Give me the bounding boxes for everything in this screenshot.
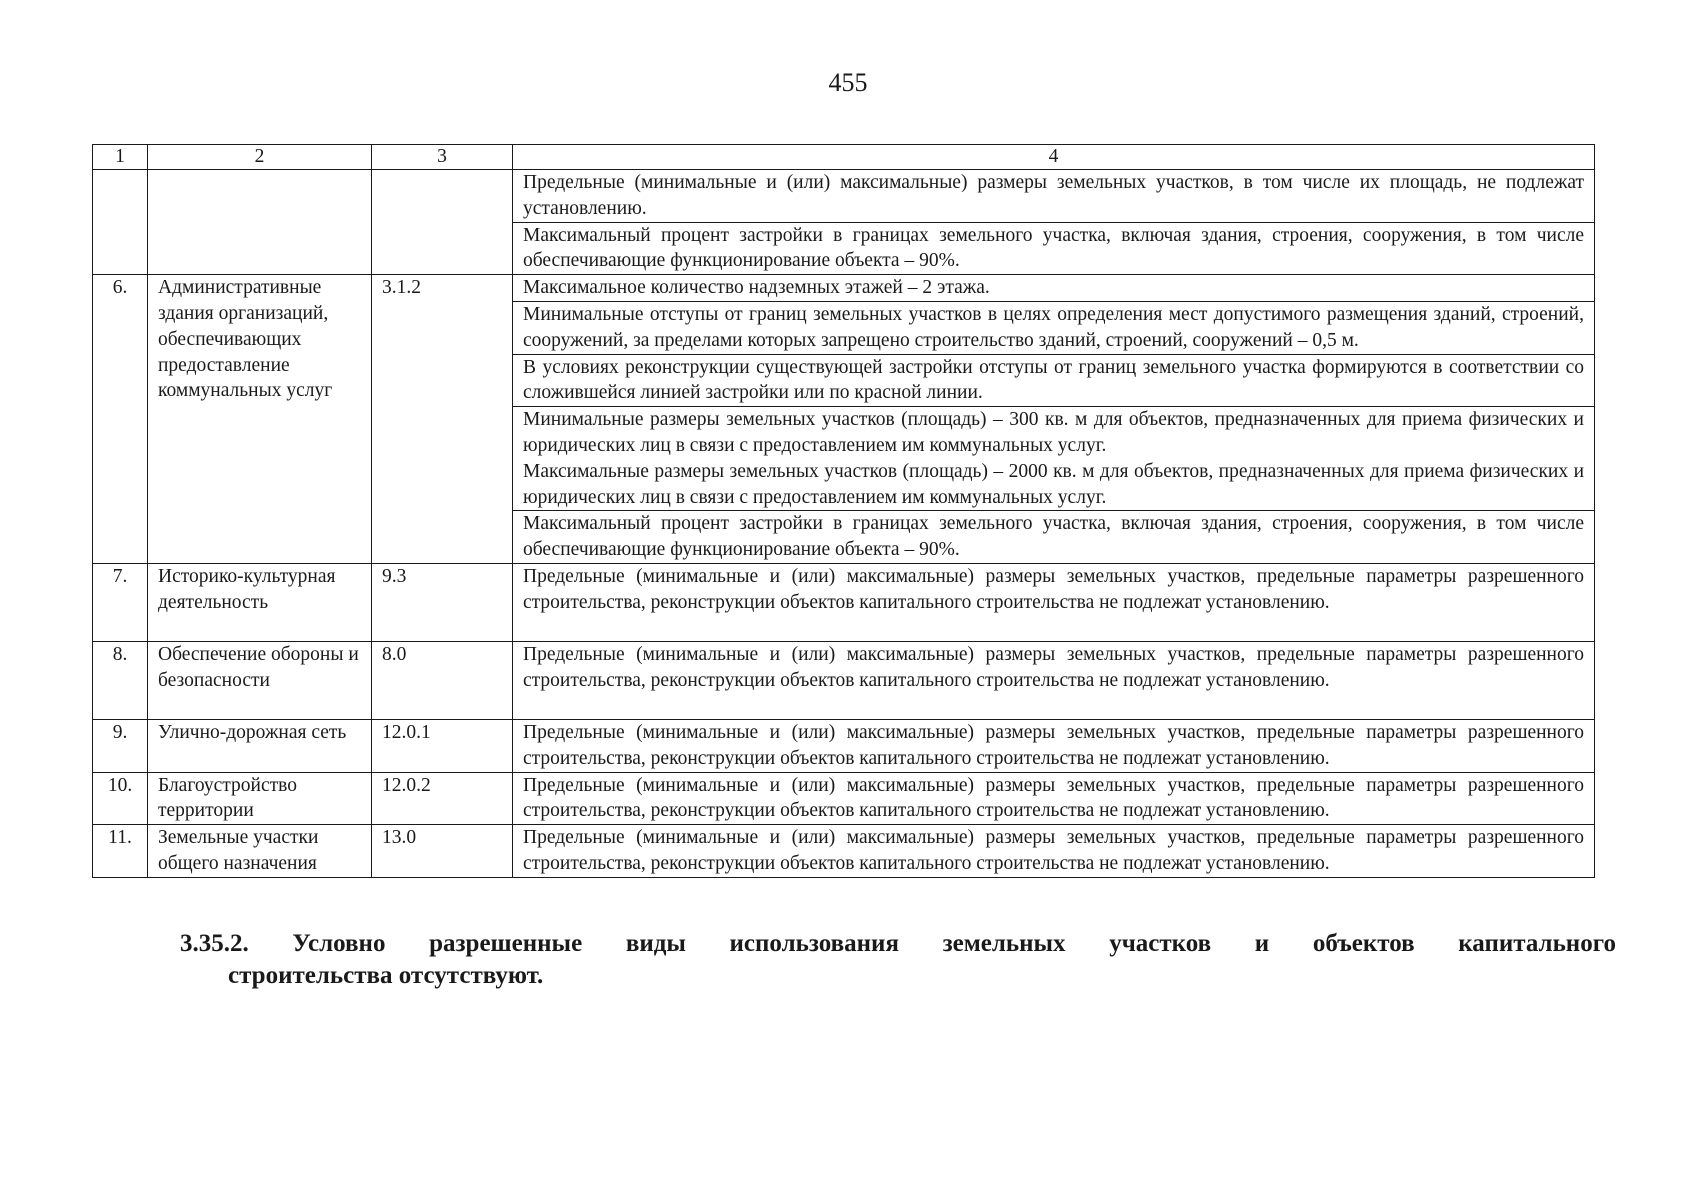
row-number-cell: 8. xyxy=(93,641,148,719)
row-code-cell: 12.0.1 xyxy=(372,719,513,772)
row-name-cell xyxy=(148,170,372,275)
section-word: использования xyxy=(729,930,899,957)
table-row xyxy=(93,275,1595,302)
table-row xyxy=(93,772,1595,825)
section-word: объектов xyxy=(1312,930,1415,957)
parameter-cell: Предельные (минимальные и (или) максимальные) размеры земельных участков, предельные параметры разрешенного строительства, реконструкции объектов капитального строительства не подлежат установлению. xyxy=(513,719,1595,772)
parameter-cell: Предельные (минимальные и (или) максимальные) размеры земельных участков, предельные параметры разрешенного строительства, реконструкции объектов капитального строительства не подлежат установлению. xyxy=(513,772,1595,825)
row-code-cell: 3.1.2 xyxy=(372,275,513,564)
row-code-cell: 12.0.2 xyxy=(372,772,513,825)
header-cell: 4 xyxy=(513,145,1595,170)
row-number-cell: 6. xyxy=(93,275,148,564)
row-name-cell: Историко-культурная деятельность xyxy=(148,563,372,641)
row-number-cell: 11. xyxy=(93,825,148,878)
row-code-cell: 9.3 xyxy=(372,563,513,641)
parameter-min-area: Минимальные размеры земельных участков (площадь) – 300 кв. м для объектов, предназначенных для приема физических и юридических лиц в связи с предоставлением им коммунальных услуг. xyxy=(523,409,1584,456)
section-word: и xyxy=(1254,930,1270,957)
row-name-cell: Земельные участки общего назначения xyxy=(148,825,372,878)
section-word: виды xyxy=(625,930,686,957)
section-word: Условно xyxy=(292,930,386,957)
row-code-cell xyxy=(372,170,513,275)
row-code-cell: 8.0 xyxy=(372,641,513,719)
parameter-cell: Предельные (минимальные и (или) максимальные) размеры земельных участков, предельные параметры разрешенного строительства, реконструкции объектов капитального строительства не подлежат установлению. xyxy=(513,563,1595,641)
parameter-cell: Максимальный процент застройки в границах земельного участка, включая здания, строения, сооружения, в том числе обеспечивающие функционирование объекта – 90%. xyxy=(513,511,1595,564)
row-number-cell: 7. xyxy=(93,563,148,641)
row-name-cell: Обеспечение обороны и безопасности xyxy=(148,641,372,719)
parameter-cell: Предельные (минимальные и (или) максимальные) размеры земельных участков, предельные параметры разрешенного строительства, реконструкции объектов капитального строительства не подлежат установлению. xyxy=(513,825,1595,878)
parameter-max-area: Максимальные размеры земельных участков (площадь) – 2000 кв. м для объектов, предназначенных для приема физических и юридических лиц в связи с предоставлением им коммунальных услуг. xyxy=(523,460,1584,508)
table-row xyxy=(93,719,1595,772)
parameter-cell xyxy=(513,407,1595,511)
parameter-cell: Предельные (минимальные и (или) максимальные) размеры земельных участков, предельные параметры разрешенного строительства, реконструкции объектов капитального строительства не подлежат установлению. xyxy=(513,641,1595,719)
section-number: 3.35.2. xyxy=(180,930,249,957)
row-number-cell: 10. xyxy=(93,772,148,825)
section-heading xyxy=(180,928,1616,992)
row-name-cell: Административные здания организаций, обеспечивающих предоставление коммунальных услуг xyxy=(148,275,372,564)
row-name-cell: Благоустройство территории xyxy=(148,772,372,825)
parameter-cell: Предельные (минимальные и (или) максимальные) размеры земельных участков, в том числе их площадь, не подлежат установлению. xyxy=(513,170,1595,223)
row-code-cell: 13.0 xyxy=(372,825,513,878)
land-use-table xyxy=(92,144,1595,878)
section-word: земельных xyxy=(942,930,1066,957)
header-cell: 3 xyxy=(372,145,513,170)
table-row xyxy=(93,563,1595,641)
row-number-cell: 9. xyxy=(93,719,148,772)
table-row xyxy=(93,825,1595,878)
header-cell: 1 xyxy=(93,145,148,170)
section-word: участков xyxy=(1109,930,1212,957)
table-row xyxy=(93,641,1595,719)
section-heading-continuation: строительства отсутствуют. xyxy=(228,962,544,989)
parameter-cell: Максимальный процент застройки в границах земельного участка, включая здания, строения, сооружения, в том числе обеспечивающие функционирование объекта – 90%. xyxy=(513,222,1595,275)
parameter-cell: Максимальное количество надземных этажей – 2 этажа. xyxy=(513,275,1595,302)
table-row xyxy=(93,170,1595,223)
section-word: разрешенные xyxy=(429,930,583,957)
row-name-cell: Улично-дорожная сеть xyxy=(148,719,372,772)
table-header-row xyxy=(93,145,1595,170)
row-number-cell xyxy=(93,170,148,275)
section-word: капитального xyxy=(1458,930,1616,957)
parameter-cell: В условиях реконструкции существующей застройки отступы от границ земельного участка формируются в соответствии со сложившейся линией застройки или по красной линии. xyxy=(513,354,1595,407)
header-cell: 2 xyxy=(148,145,372,170)
section-heading-line xyxy=(180,928,1616,960)
page-number: 455 xyxy=(828,68,868,97)
parameter-cell: Минимальные отступы от границ земельных участков в целях определения мест допустимого размещения зданий, строений, сооружений, за пределами которых запрещено строительство зданий, строений, сооружений – 0,5 м. xyxy=(513,301,1595,354)
